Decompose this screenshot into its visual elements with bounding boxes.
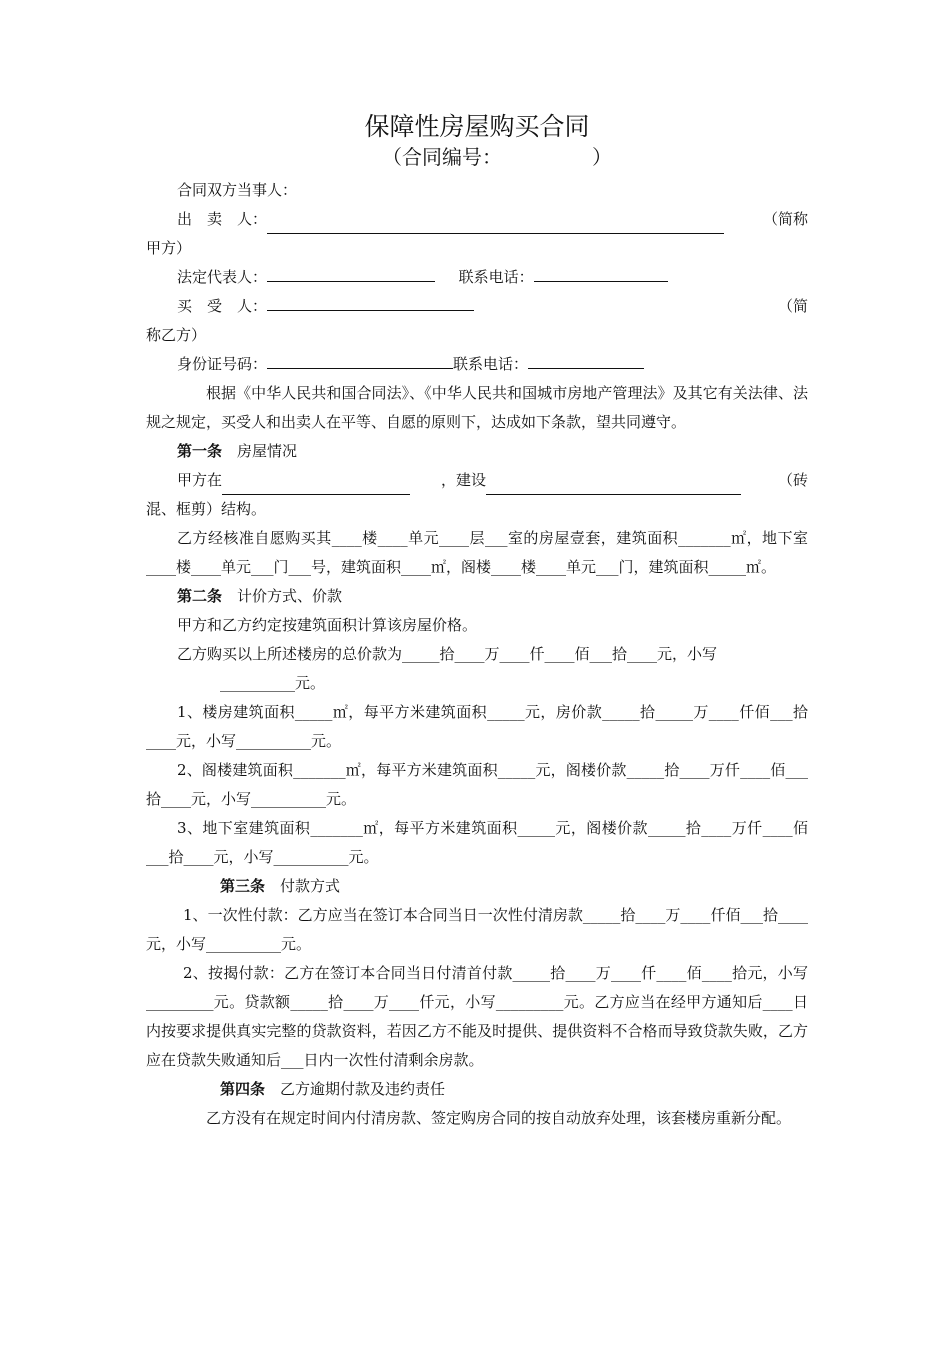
contract-number: （合同编号： ） bbox=[382, 145, 612, 169]
seller-suffix: （简称 bbox=[762, 210, 808, 228]
construction-blank[interactable] bbox=[486, 480, 741, 495]
seller-blank[interactable] bbox=[267, 219, 724, 234]
buyer-line bbox=[146, 292, 808, 321]
legal-rep-label: 法定代表人： bbox=[177, 268, 268, 286]
location-label: 甲方在 bbox=[177, 471, 223, 489]
phone-label: 联系电话： bbox=[458, 268, 534, 286]
id-line bbox=[146, 350, 808, 379]
article-4-body: 乙方没有在规定时间内付清房款、签定购房合同的按自动放弃处理，该套楼房重新分配。 bbox=[206, 1109, 792, 1127]
seller-suffix-cont: 甲方） bbox=[146, 239, 192, 257]
article-2-item-2: 2、阁楼建筑面积_______㎡，每平方米建筑面积_____元，阁楼价款_____拾____万仟____佰___拾____元，小写__________元。 bbox=[146, 761, 808, 808]
structure-label: （砖 bbox=[777, 471, 808, 489]
article-4-title: 乙方逾期付款及违约责任 bbox=[280, 1080, 446, 1098]
article-1-number: 第一条 bbox=[177, 442, 223, 460]
phone-blank-2[interactable] bbox=[528, 354, 644, 369]
article-3-heading bbox=[146, 872, 808, 901]
phone-blank[interactable] bbox=[534, 267, 668, 282]
id-blank[interactable] bbox=[267, 354, 453, 369]
article-2-agreement: 甲方和乙方约定按建筑面积计算该房屋价格。 bbox=[177, 616, 478, 634]
preamble: 根据《中华人民共和国合同法》、《中华人民共和国城市房地产管理法》及其它有关法律、法规之规定，买受人和出卖人在平等、自愿的原则下，达成如下条款，望共同遵守。 bbox=[146, 384, 808, 431]
parties-intro: 合同双方当事人： bbox=[177, 181, 298, 199]
article-2-title: 计价方式、价款 bbox=[237, 587, 343, 605]
buyer-suffix: （简 bbox=[777, 297, 808, 315]
article-1-structure: 混、框剪）结构。 bbox=[146, 500, 267, 518]
article-2-total-cont: __________元。 bbox=[220, 674, 326, 692]
buyer-suffix-cont: 称乙方） bbox=[146, 326, 207, 344]
article-4-heading bbox=[146, 1075, 808, 1104]
seller-label: 出 卖 人： bbox=[177, 210, 268, 228]
article-3-mortgage: 2、按揭付款：乙方在签订本合同当日付清首付款_____拾____万____仟____佰____拾元，小写_________元。贷款额_____拾____万____仟元，小写_________元。乙方应当在经甲方通知后____日内按要求提供真实完整的贷款资料，若因乙方不能及时提供、提供资料不合格而导致贷款失败，乙方应在贷款失败通知后___日内一次性付清剩余房款。 bbox=[146, 964, 808, 1069]
article-3-lump-sum: 1、一次性付款：乙方应当在签订本合同当日一次性付清房款_____拾____万____仟佰___拾____元，小写__________元。 bbox=[146, 906, 808, 953]
article-2-item-1: 1、楼房建筑面积_____㎡，每平方米建筑面积_____元，房价款_____拾_____万____仟佰___拾____元，小写__________元。 bbox=[146, 703, 808, 750]
article-3-number: 第三条 bbox=[220, 877, 266, 895]
article-2-number: 第二条 bbox=[177, 587, 223, 605]
article-1-title: 房屋情况 bbox=[237, 442, 298, 460]
page-title: 保障性房屋购买合同 bbox=[364, 112, 590, 141]
legal-rep-line bbox=[146, 263, 808, 292]
location-blank[interactable] bbox=[222, 480, 410, 495]
article-1-location-line bbox=[146, 466, 808, 495]
buyer-label: 买 受 人： bbox=[177, 297, 268, 315]
id-label: 身份证号码： bbox=[177, 355, 268, 373]
article-1-heading bbox=[146, 437, 808, 466]
legal-rep-blank[interactable] bbox=[267, 267, 435, 282]
construction-label: ，建设 bbox=[441, 471, 487, 489]
seller-line bbox=[146, 205, 808, 234]
article-2-item-3: 3、地下室建筑面积_______㎡，每平方米建筑面积_____元，阁楼价款_____拾____万仟____佰___拾____元，小写__________元。 bbox=[146, 819, 808, 866]
article-2-heading bbox=[146, 582, 808, 611]
article-4-number: 第四条 bbox=[220, 1080, 266, 1098]
article-2-total: 乙方购买以上所述楼房的总价款为_____拾____万____仟____佰___拾____元，小写 bbox=[177, 645, 718, 663]
article-1-purchase: 乙方经核准自愿购买其____楼____单元____层___室的房屋壹套，建筑面积_______㎡，地下室____楼____单元___门___号，建筑面积____㎡，阁楼____楼____单元___门，建筑面积_____㎡。 bbox=[146, 529, 808, 576]
phone-label-2: 联系电话： bbox=[453, 355, 529, 373]
contract-page bbox=[146, 110, 808, 1133]
buyer-blank[interactable] bbox=[267, 296, 474, 311]
article-3-title: 付款方式 bbox=[280, 877, 341, 895]
